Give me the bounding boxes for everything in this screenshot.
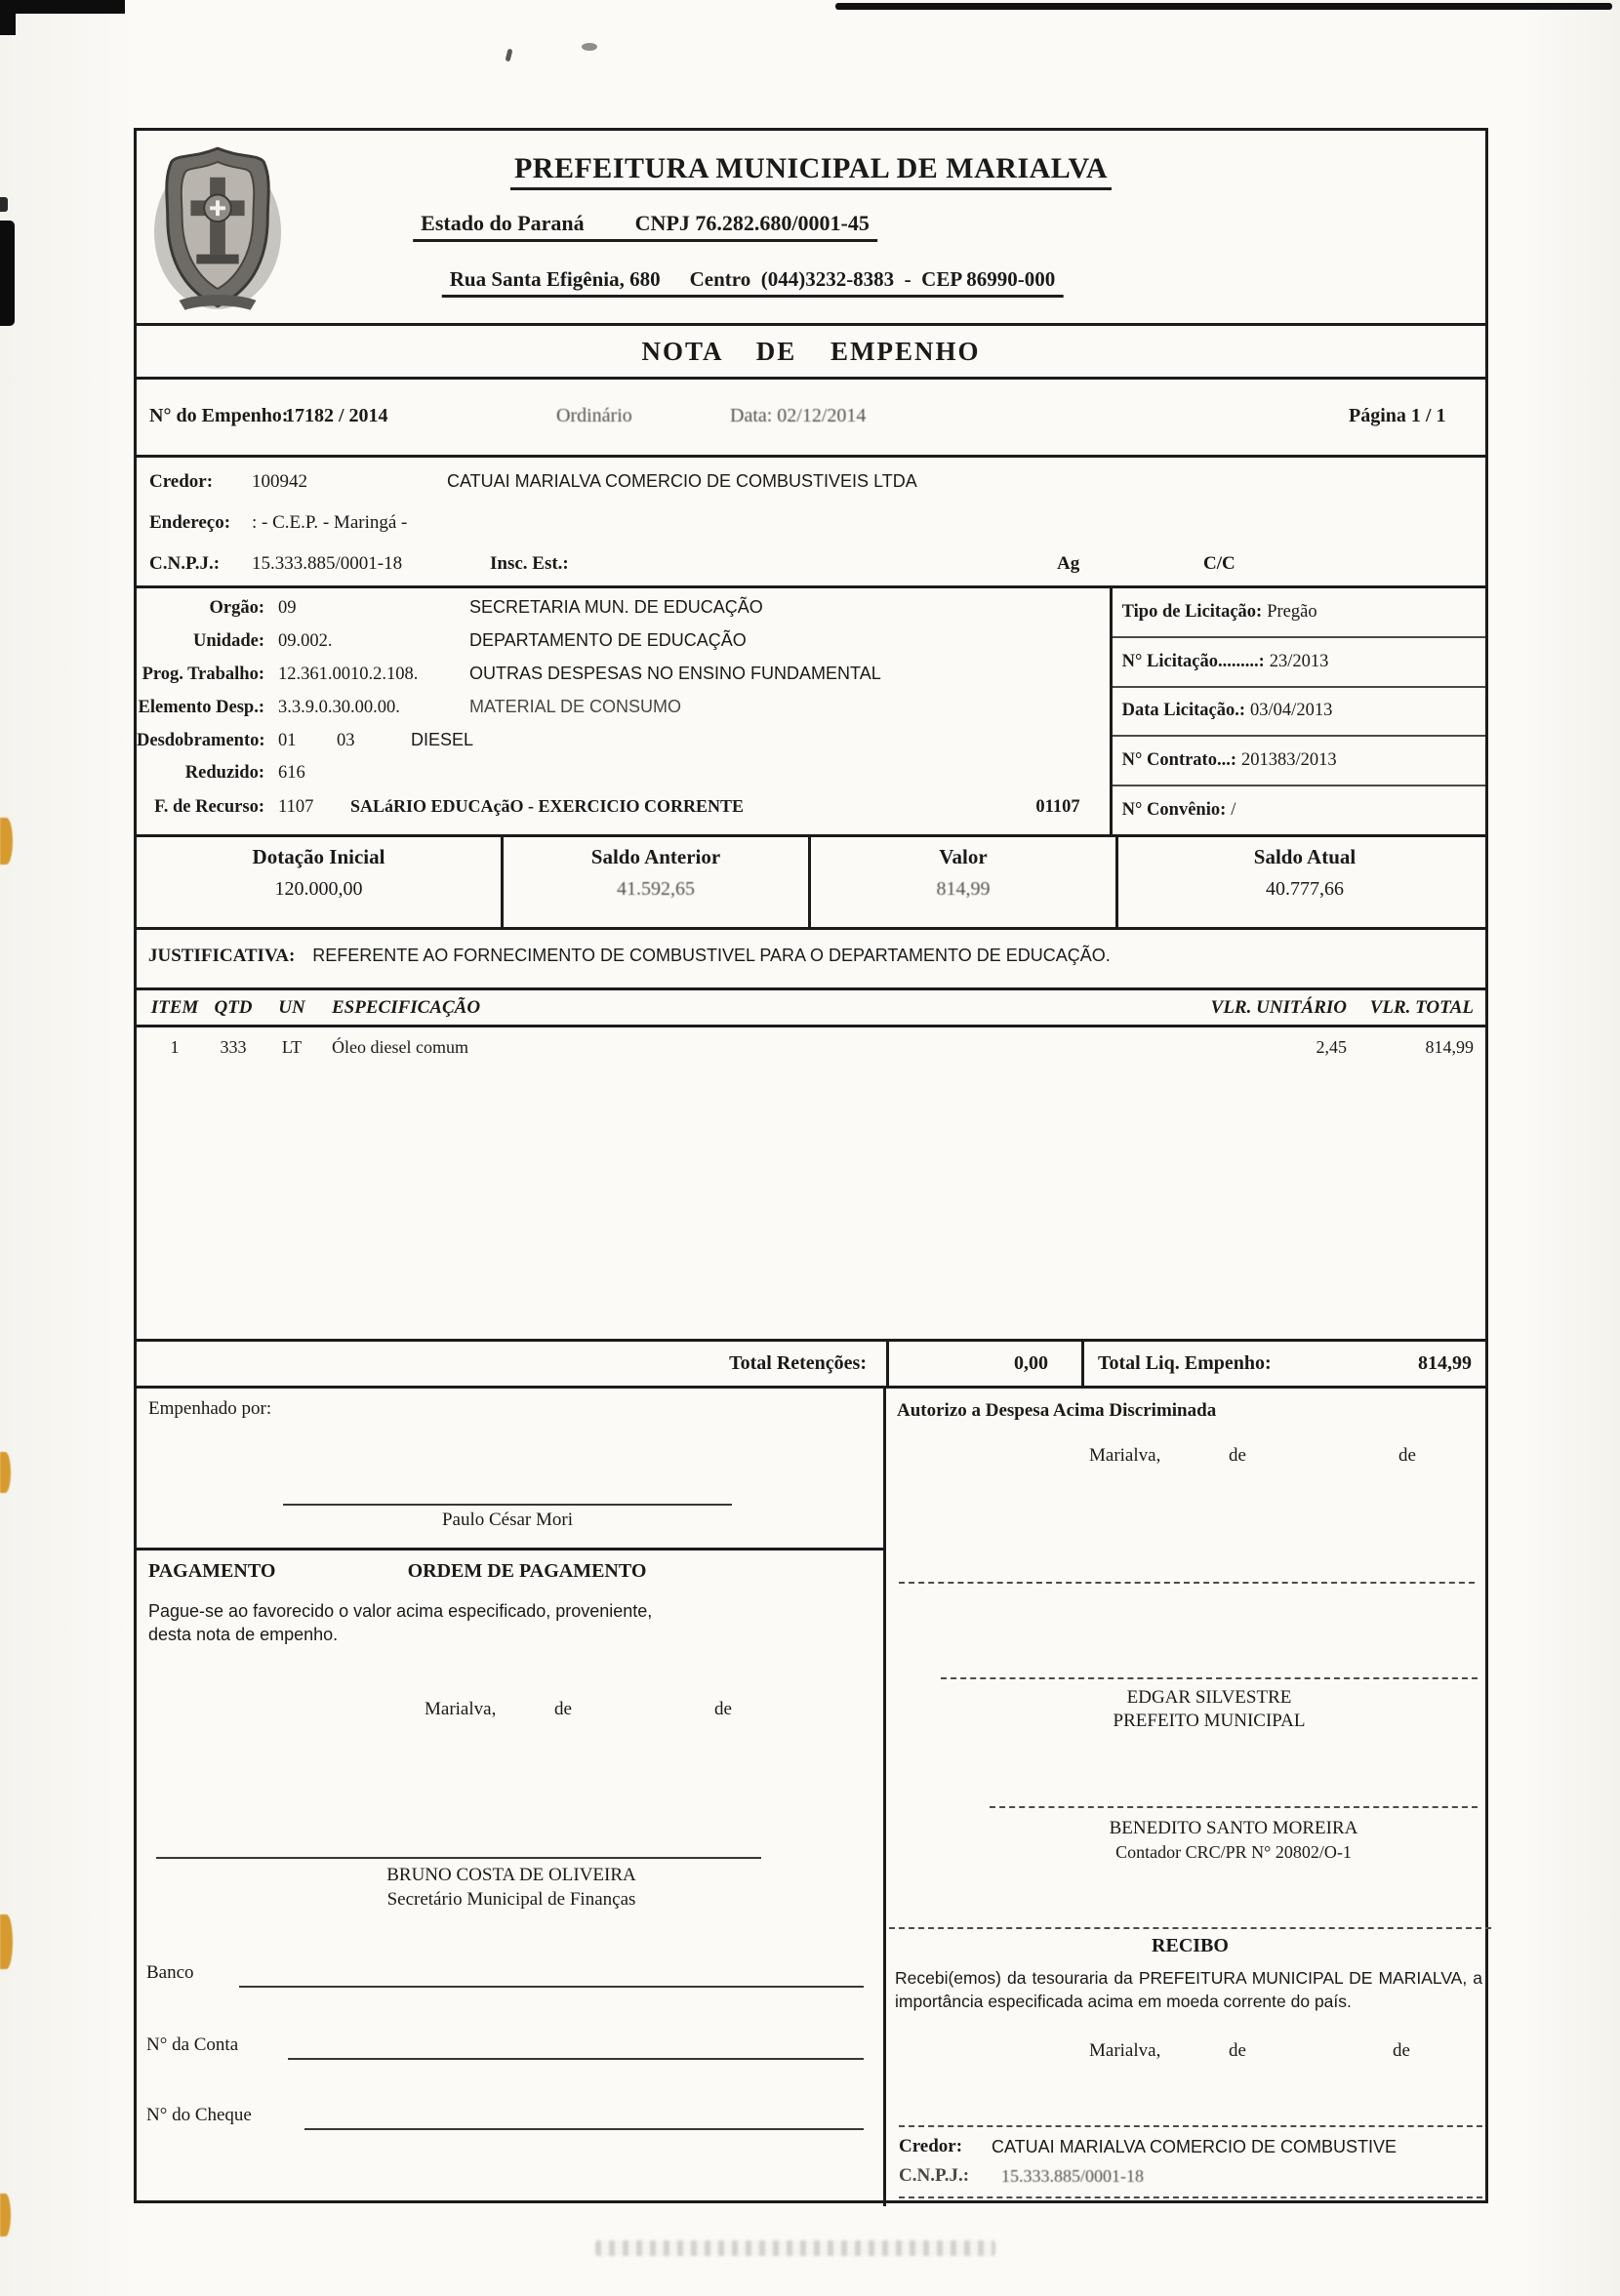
mayor-title: PREFEITO MUNICIPAL (1113, 1711, 1306, 1731)
desdobramento-name: DIESEL (411, 730, 474, 749)
date-of-word: de (554, 1699, 572, 1719)
agreement-number-label: N° Convênio: (1121, 800, 1227, 821)
document-title-bar (137, 326, 1485, 380)
item-qty: 333 (220, 1036, 247, 1057)
budget-row-elemento (137, 697, 1110, 730)
accountant-title: Contador CRC/PR N° 20802/O-1 (1115, 1842, 1352, 1862)
prog-trabalho-code: 12.361.0010.2.108. (278, 665, 419, 684)
current-balance-value: 40.777,66 (1266, 878, 1344, 900)
net-total-cell (1081, 1342, 1485, 1386)
contract-number-value: 201383/2013 (1241, 750, 1337, 771)
unidade-code: 09.002. (278, 631, 333, 651)
justification-label: JUSTIFICATIVA: (148, 946, 296, 966)
budget-row-desdobramento (137, 730, 1110, 763)
contract-number-row (1113, 737, 1485, 786)
net-total-value: 814,99 (1418, 1352, 1472, 1374)
budget-row-prog-trabalho (137, 664, 1110, 697)
fonte-recurso-label: F. de Recurso: (154, 797, 264, 817)
value-value: 814,99 (936, 878, 991, 900)
bidding-info-panel (1110, 588, 1485, 834)
scan-artifact-black-corner (0, 0, 125, 14)
footer-right-column (889, 1389, 1485, 2206)
spec-col-header: ESPECIFICAÇÃO (332, 996, 481, 1018)
unit-col-header: UN (278, 996, 305, 1018)
creditor-cnpj-row (137, 553, 1485, 577)
finance-secretary-title: Secretário Municipal de Finanças (386, 1889, 636, 1910)
fonte-recurso-extra-code: 01107 (1035, 797, 1080, 817)
empenho-type: Ordinário (556, 405, 632, 426)
footer-left-column (137, 1389, 886, 2206)
current-balance-label: Saldo Atual (1253, 845, 1357, 868)
payment-order-title: ORDEM DE PAGAMENTO (407, 1560, 647, 1582)
agency-label: Ag (1057, 553, 1080, 574)
scan-artifact-yellow-blob (0, 2194, 11, 2236)
desdobramento-code: 01 (278, 731, 297, 750)
municipality-title: PREFEITURA MUNICIPAL DE MARIALVA (510, 152, 1112, 190)
scan-artifact-bottom-smudge (595, 2240, 995, 2256)
budget-row-fonte-recurso (137, 796, 1110, 829)
empenho-date: Data: 02/12/2014 (730, 405, 867, 426)
committed-by-label: Empenhado por: (148, 1398, 272, 1419)
budget-row-reduzido (137, 763, 1110, 796)
committed-by-signature-line (283, 1504, 732, 1506)
desdobramento-subcode: 03 (337, 731, 355, 750)
nota-de-empenho-document (134, 128, 1488, 2203)
finance-secretary-name: BRUNO COSTA DE OLIVEIRA (386, 1865, 636, 1885)
items-table-header (137, 990, 1485, 1027)
authorization-signature-line (899, 1582, 1475, 1584)
total-price-col-header: VLR. TOTAL (1369, 996, 1474, 1018)
scan-artifact-yellow-blob (0, 1914, 13, 1969)
justification-text: REFERENTE AO FORNECIMENTO DE COMBUSTIVEL PARA O DEPARTAMENTO DE EDUCAÇÃO. (312, 946, 1111, 965)
item-unit: LT (281, 1036, 303, 1057)
reduzido-label: Reduzido: (184, 763, 264, 783)
elemento-code: 3.3.9.0.30.00.00. (278, 698, 400, 717)
scan-artifact-pen-mark (582, 43, 597, 51)
fonte-recurso-name: SALáRIO EDUCAçãO - EXERCICIO CORRENTE (350, 796, 745, 816)
city-label: Marialva, (425, 1699, 497, 1719)
receipt-creditor-label: Credor: (899, 2136, 963, 2156)
previous-balance-label: Saldo Anterior (590, 845, 721, 868)
retentions-value: 0,00 (886, 1342, 1081, 1386)
payment-order-text: Pague-se ao favorecido o valor acima especificado, proveniente, desta nota de empenho. (148, 1601, 653, 1644)
reduzido-code: 616 (278, 763, 305, 783)
orgao-code: 09 (278, 598, 297, 618)
scan-artifact-left-strip (0, 221, 15, 326)
page-indicator: Página 1 / 1 (1349, 405, 1446, 426)
scan-artifact-left-dot (0, 197, 8, 212)
state-registration-label: Insc. Est.: (490, 553, 569, 574)
bidding-date-value: 03/04/2013 (1250, 701, 1333, 721)
table-row (137, 1027, 1485, 1067)
date-of-word: de (1393, 2040, 1410, 2061)
receipt-creditor-divider (899, 2125, 1482, 2127)
mayor-name: EDGAR SILVESTRE (1126, 1687, 1292, 1708)
previous-balance-value: 41.592,65 (617, 878, 695, 900)
item-unit-price: 2,45 (1316, 1036, 1347, 1057)
account-number-fill-line (288, 2058, 864, 2060)
budget-row-unidade (137, 630, 1110, 664)
finance-secretary-signature-line (156, 1857, 761, 1859)
item-number: 1 (170, 1036, 180, 1057)
empenho-number-label: N° do Empenho: (149, 405, 289, 426)
creditor-row (137, 471, 1485, 495)
state-cnpj-line (413, 211, 877, 242)
prog-trabalho-label: Prog. Trabalho: (142, 665, 264, 684)
scan-artifact-yellow-blob (0, 818, 13, 865)
payment-title: PAGAMENTO (148, 1560, 276, 1582)
orgao-name: SECRETARIA MUN. DE EDUCAÇÃO (469, 597, 763, 617)
receipt-bottom-line (899, 2196, 1482, 2198)
scan-artifact-top-line (835, 3, 1612, 10)
cnpj-label: C.N.P.J.: (149, 553, 221, 574)
account-label: C/C (1203, 553, 1235, 574)
accountant-signature-line (990, 1806, 1478, 1808)
agreement-number-value: / (1231, 800, 1236, 821)
desdobramento-label: Desdobramento: (137, 731, 265, 750)
signatures-footer (137, 1389, 1485, 2206)
cheque-number-fill-line (304, 2128, 864, 2130)
creditor-label: Credor: (149, 471, 214, 492)
unidade-label: Unidade: (193, 631, 264, 651)
state-label: Estado do Paraná (421, 211, 585, 235)
initial-allocation-col (137, 837, 501, 927)
municipal-crest-logo (150, 141, 285, 314)
scan-artifact-yellow-blob (0, 1452, 11, 1493)
justification-section (137, 930, 1485, 990)
city-label: Marialva, (1089, 1445, 1161, 1466)
bidding-type-row (1113, 588, 1485, 638)
item-col-header: ITEM (150, 996, 199, 1018)
date-of-word: de (1229, 2040, 1246, 2061)
address-label: Endereço: (149, 512, 231, 533)
item-spec: Óleo diesel comum (332, 1036, 468, 1057)
empenho-number-value: 17182 / 2014 (285, 405, 388, 426)
budget-classification (137, 588, 1110, 834)
address-value: : - C.E.P. - Maringá - (252, 512, 408, 533)
date-of-word: de (1398, 1445, 1416, 1466)
authorization-title: Autorizo a Despesa Acima Discriminada (897, 1400, 1217, 1421)
account-number-label: N° da Conta (146, 2034, 239, 2055)
committed-by-name: Paulo César Mori (441, 1510, 574, 1530)
elemento-name: MATERIAL DE CONSUMO (469, 697, 682, 716)
receipt-creditor-name: CATUAI MARIALVA COMERCIO DE COMBUSTIVE (992, 2137, 1397, 2156)
initial-allocation-value: 120.000,00 (274, 878, 363, 900)
address-line (442, 267, 1064, 298)
creditor-code: 100942 (252, 471, 307, 492)
header-cnpj: CNPJ 76.282.680/0001-45 (634, 211, 870, 235)
bidding-number-row (1113, 638, 1485, 688)
empenho-number-row (137, 380, 1485, 458)
value-col (808, 837, 1115, 927)
unidade-name: DEPARTAMENTO DE EDUCAÇÃO (469, 630, 747, 650)
bank-label: Banco (146, 1962, 194, 1983)
bank-fill-line (239, 1986, 864, 1988)
budget-row-orgao (137, 597, 1110, 630)
receipt-text: Recebi(emos) da tesouraria da PREFEITURA MUNICIPAL DE MARIALVA, a importância especificada acima em moeda corrente do país. (895, 1968, 1482, 2011)
budget-classification-section (137, 588, 1485, 837)
scan-artifact-pen-mark (506, 49, 513, 62)
document-header (137, 131, 1485, 326)
cnpj-value: 15.333.885/0001-18 (252, 553, 403, 574)
receipt-cnpj-value: 15.333.885/0001-18 (1001, 2166, 1144, 2186)
city-label: Marialva, (1089, 2040, 1161, 2061)
receipt-cnpj-label: C.N.P.J.: (899, 2165, 970, 2186)
cheque-number-label: N° do Cheque (146, 2105, 252, 2125)
bidding-type-label: Tipo de Licitação: (1121, 601, 1263, 622)
receipt-title: RECIBO (1152, 1935, 1229, 1956)
retentions-label: Total Retenções: (729, 1352, 867, 1374)
unit-price-col-header: VLR. UNITÁRIO (1210, 996, 1347, 1018)
document-title: NOTA DE EMPENHO (641, 337, 981, 366)
bidding-number-label: N° Licitação.........: (1121, 651, 1265, 671)
date-of-word: de (1229, 1445, 1246, 1466)
creditor-address-row (137, 512, 1485, 536)
initial-allocation-label: Dotação Inicial (252, 845, 385, 868)
orgao-label: Orgão: (209, 598, 264, 618)
previous-balance-col (501, 837, 808, 927)
accountant-name: BENEDITO SANTO MOREIRA (1109, 1818, 1358, 1838)
net-total-label: Total Liq. Empenho: (1098, 1352, 1272, 1374)
creditor-name: CATUAI MARIALVA COMERCIO DE COMBUSTIVEIS LTDA (447, 471, 917, 491)
payment-section-divider (137, 1548, 886, 1551)
date-of-word: de (714, 1699, 732, 1719)
item-total-price: 814,99 (1425, 1036, 1474, 1057)
agreement-number-row (1113, 786, 1485, 834)
crest-graphic (150, 141, 285, 314)
elemento-label: Elemento Desp.: (138, 698, 264, 717)
value-label: Valor (939, 845, 988, 868)
allocation-summary (137, 837, 1485, 930)
fonte-recurso-code: 1107 (278, 797, 314, 817)
prog-trabalho-name: OUTRAS DESPESAS NO ENSINO FUNDAMENTAL (469, 664, 881, 683)
totals-row (137, 1342, 1485, 1389)
items-table (137, 990, 1485, 1342)
scan-artifact-black-corner-edge (0, 0, 16, 35)
contract-number-label: N° Contrato...: (1121, 750, 1237, 771)
justification-line (148, 946, 1111, 967)
mayor-signature-line (941, 1677, 1478, 1679)
district-phone-cep: Centro (044)3232-8383 - CEP 86990-000 (689, 267, 1056, 291)
current-balance-col (1115, 837, 1491, 927)
bidding-number-value: 23/2013 (1269, 651, 1329, 671)
creditor-section (137, 458, 1485, 588)
street-address: Rua Santa Efigênia, 680 (449, 267, 661, 291)
receipt-divider (889, 1927, 1491, 1929)
bidding-date-label: Data Licitação.: (1121, 701, 1246, 721)
qty-col-header: QTD (214, 996, 253, 1018)
bidding-type-value: Pregão (1267, 601, 1317, 622)
bidding-date-row (1113, 688, 1485, 738)
